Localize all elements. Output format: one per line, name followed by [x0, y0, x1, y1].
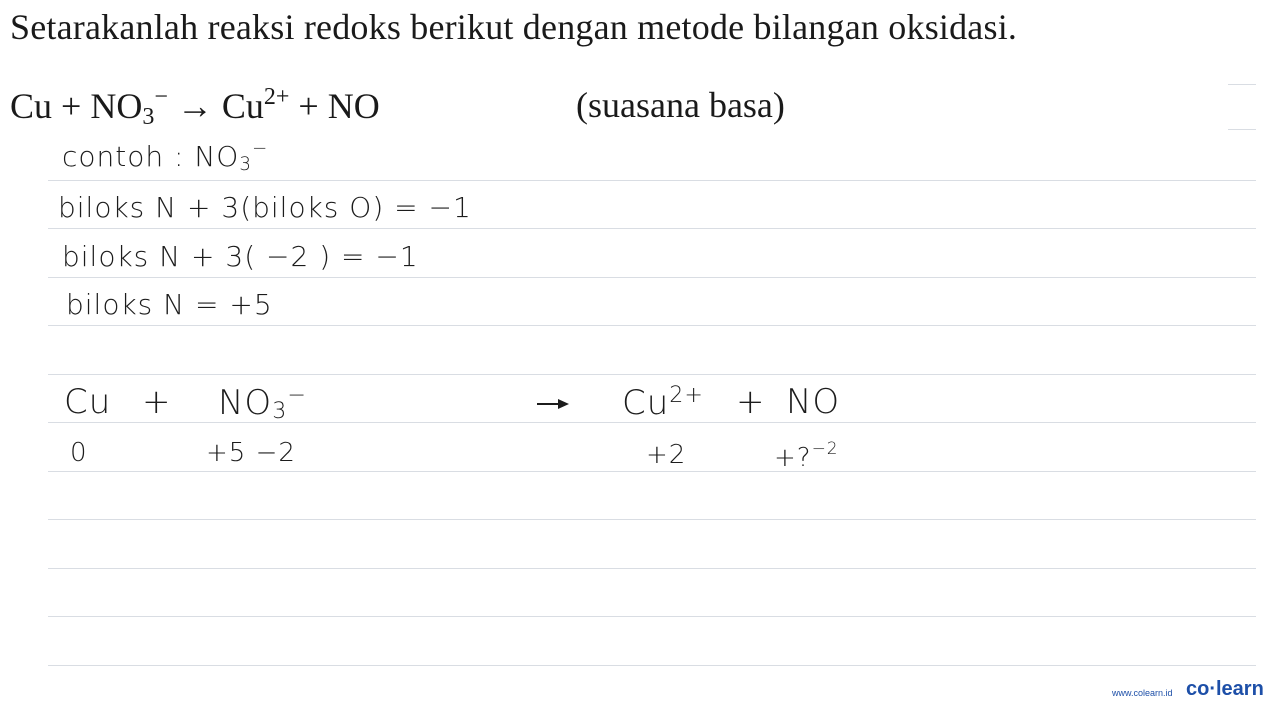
- oxidation-step-2: biloks N + 3( −2 ) = −1: [62, 240, 419, 273]
- product-cu: [622, 382, 704, 423]
- ruled-line: [48, 374, 1256, 375]
- ruled-line: [48, 665, 1256, 666]
- ruled-line: [48, 568, 1256, 569]
- product-cu-symbol: Cu: [622, 383, 670, 423]
- no3-charge: −: [287, 382, 307, 408]
- equation-no3-subscript: 3: [142, 104, 155, 130]
- product-no: NO: [786, 382, 841, 422]
- reactant-plus: +: [142, 382, 172, 422]
- example-text: contoh : NO: [62, 140, 240, 173]
- equation-reactants: Cu + NO: [10, 86, 143, 126]
- oxidation-step-1: biloks N + 3(biloks O) = −1: [58, 191, 472, 224]
- no3-formula: NO: [218, 383, 273, 423]
- example-label: [62, 138, 268, 175]
- ox-number-no: [774, 438, 839, 473]
- reactant-no3: [218, 382, 307, 424]
- question-text: Setarakanlah reaksi redoks berikut dengan metode bilangan oksidasi.: [10, 7, 1018, 47]
- equation-product-no: + NO: [289, 86, 380, 126]
- margin-line: [1228, 129, 1256, 130]
- ruled-line: [48, 616, 1256, 617]
- ruled-line: [48, 277, 1256, 278]
- reaction-condition: (suasana basa): [576, 85, 785, 125]
- example-charge: −: [251, 138, 269, 159]
- equation-cu-charge: 2+: [263, 84, 290, 110]
- brand-logo: co·learn: [1186, 678, 1264, 700]
- ruled-line: [48, 519, 1256, 520]
- ox-number-no-n: +?: [774, 443, 812, 473]
- no3-subscript: 3: [272, 398, 288, 424]
- ruled-line: [48, 228, 1256, 229]
- equation-no3-charge: −: [154, 84, 168, 110]
- product-cu-charge: 2+: [669, 382, 704, 408]
- reaction-arrow-icon: [536, 396, 570, 412]
- equation-arrow-cu: → Cu: [167, 86, 264, 126]
- ruled-line: [48, 325, 1256, 326]
- reactant-cu: Cu: [64, 382, 112, 422]
- question-equation: [10, 84, 380, 131]
- ox-number-cu-left: 0: [70, 438, 88, 468]
- oxidation-step-3: biloks N = +5: [66, 288, 273, 321]
- ruled-line: [48, 471, 1256, 472]
- brand-url: www.colearn.id: [1112, 688, 1173, 698]
- ruled-line: [48, 180, 1256, 181]
- product-plus: +: [736, 382, 766, 422]
- ox-number-cu-right: +2: [646, 440, 687, 470]
- margin-line: [1228, 84, 1256, 85]
- example-subscript: 3: [239, 154, 252, 175]
- ox-number-no3: +5 −2: [206, 438, 296, 468]
- ox-number-no-o: −2: [811, 438, 839, 458]
